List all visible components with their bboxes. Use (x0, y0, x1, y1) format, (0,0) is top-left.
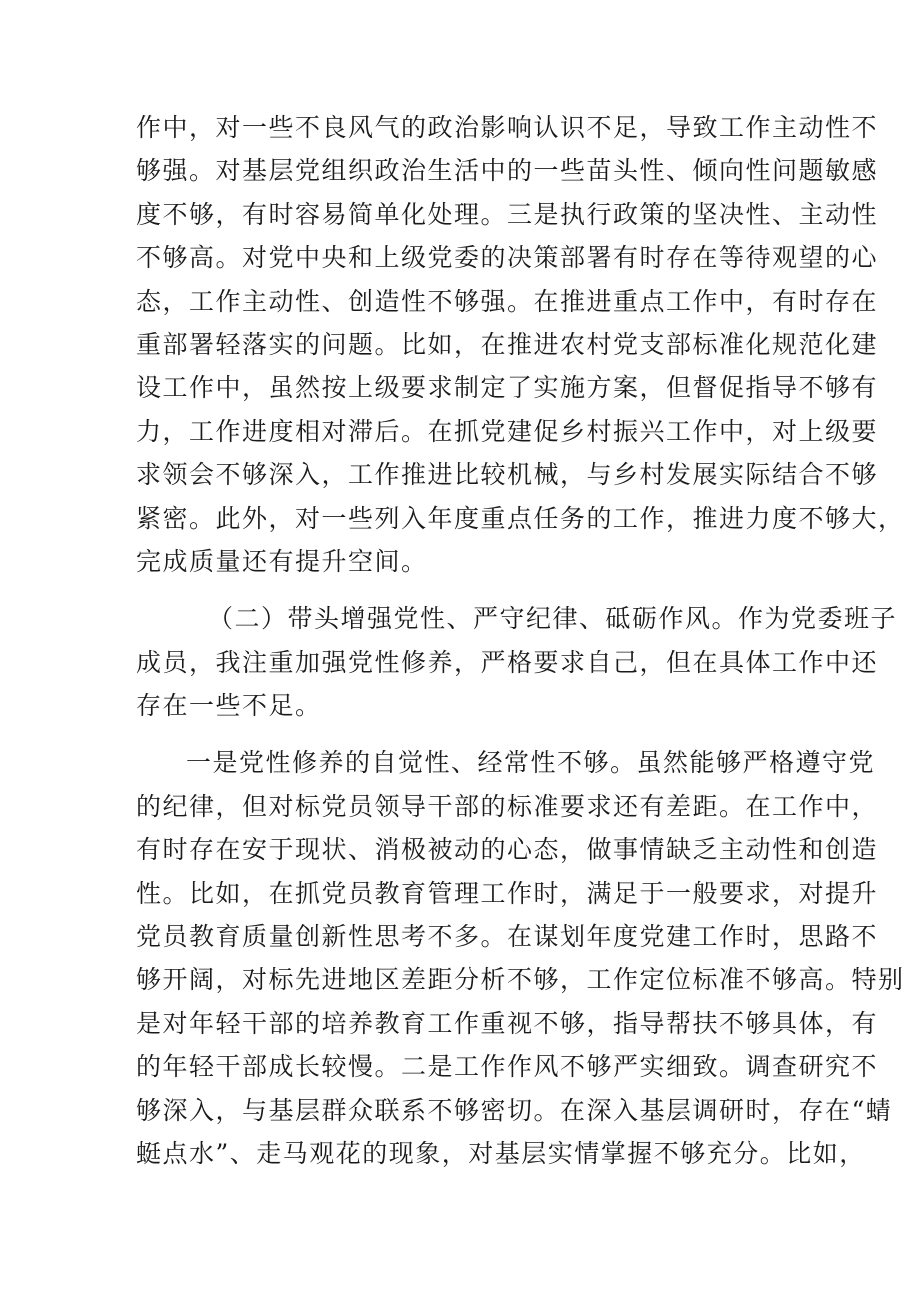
text-line: 性。比如，在抓党员教育管理工作时，满足于一般要求，对提升 (136, 878, 879, 908)
text-line: 重部署轻落实的问题。比如，在推进农村党支部标准化规范化建 (136, 329, 879, 359)
text-line: 求领会不够深入，工作推进比较机械，与乡村发展实际结合不够 (136, 460, 879, 490)
text-line: 力，工作进度相对滞后。在抓党建促乡村振兴工作中，对上级要 (136, 416, 879, 446)
section-heading-line: （二）带头增强党性、严守纪律、砥砺作风。作为党委班子 (208, 604, 898, 634)
text-line: 党员教育质量创新性思考不多。在谋划年度党建工作时，思路不 (136, 922, 879, 952)
text-line: 蜓点水”、走马观花的现象，对基层实情掌握不够充分。比如， (136, 1138, 866, 1168)
document-body (136, 106, 905, 1175)
text-line: 的纪律，但对标党员领导干部的标准要求还有差距。在工作中， (136, 791, 879, 821)
text-line: 存在一些不足。 (136, 691, 322, 721)
text-line: 够强。对基层党组织政治生活中的一些苗头性、倾向性问题敏感 (136, 156, 879, 186)
text-line: 紧密。此外，对一些列入年度重点任务的工作，推进力度不够大， (136, 503, 905, 533)
text-line: 完成质量还有提升空间。 (136, 546, 428, 576)
text-line: 是对年轻干部的培养教育工作重视不够，指导帮扶不够具体，有 (136, 1008, 879, 1038)
paragraph-gap (136, 583, 790, 597)
text-line: 有时存在安于现状、消极被动的心态，做事情缺乏主动性和创造 (136, 835, 879, 865)
paragraph-2 (136, 597, 898, 727)
paragraph-3 (136, 741, 905, 1175)
text-line: 的年轻干部成长较慢。二是工作作风不够严实细致。调查研究不 (136, 1052, 879, 1082)
text-line: 态，工作主动性、创造性不够强。在推进重点工作中，有时存在 (136, 286, 879, 316)
paragraph-gap (136, 727, 790, 741)
paragraph-1 (136, 106, 905, 583)
text-line: 够开阔，对标先进地区差距分析不够，工作定位标准不够高。特别 (136, 965, 905, 995)
text-line: 够深入，与基层群众联系不够密切。在深入基层调研时，存在“蜻 (136, 1095, 893, 1125)
text-line: 成员，我注重加强党性修养，严格要求自己，但在具体工作中还 (136, 647, 879, 677)
text-line: 度不够，有时容易简单化处理。三是执行政策的坚决性、主动性 (136, 199, 879, 229)
text-line: 一是党性修养的自觉性、经常性不够。虽然能够严格遵守党 (186, 748, 876, 778)
text-line: 设工作中，虽然按上级要求制定了实施方案，但督促指导不够有 (136, 373, 879, 403)
text-line: 作中，对一些不良风气的政治影响认识不足，导致工作主动性不 (136, 113, 879, 142)
text-line: 不够高。对党中央和上级党委的决策部署有时存在等待观望的心 (136, 243, 879, 273)
